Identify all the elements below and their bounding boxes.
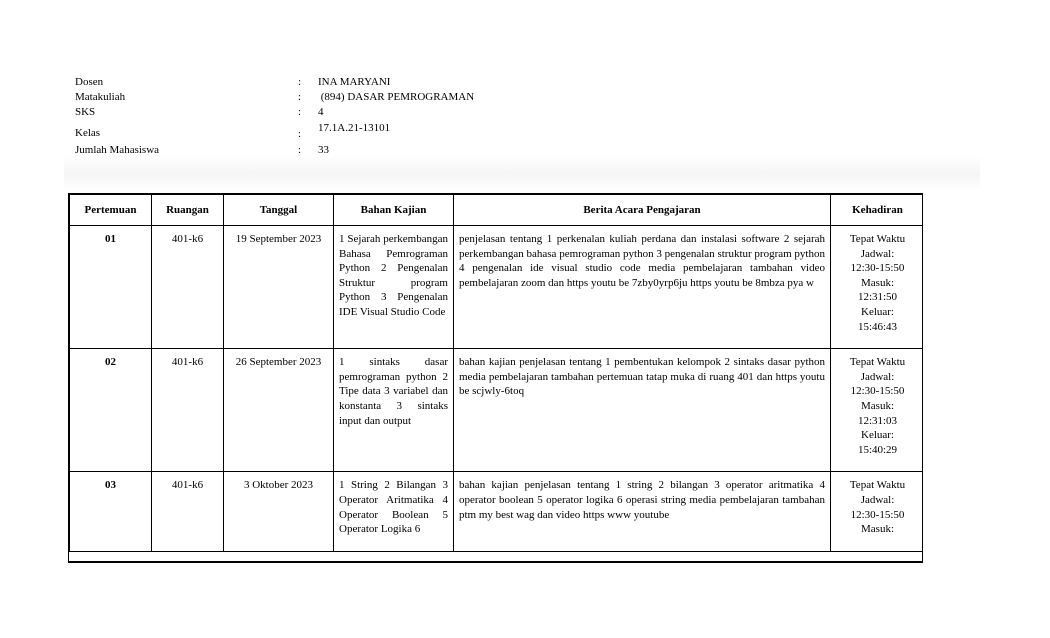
kehadiran-line: Masuk:: [861, 399, 894, 412]
info-label: Matakuliah: [75, 91, 126, 103]
info-separator: :: [298, 128, 302, 140]
kehadiran-line: 12:30-15:50: [850, 385, 905, 398]
kehadiran-line: Tepat Waktu: [849, 479, 906, 492]
info-label: SKS: [75, 106, 96, 118]
col-header-berita-acara: Berita Acara Pengajaran: [454, 195, 831, 226]
info-separator: :: [298, 106, 302, 118]
col-header-tanggal: Tanggal: [224, 195, 334, 226]
col-header-bahan-kajian: Bahan Kajian: [334, 195, 454, 226]
attendance-table-container: [68, 193, 923, 563]
cell-bahan-kajian: 1 String 2 Bilangan 3 Operator Aritmatika 4 Operator Boolean 5 Operator Logika 6: [334, 472, 454, 551]
kehadiran-line: 12:31:50: [857, 291, 898, 304]
cell-tanggal: 19 September 2023: [224, 226, 334, 349]
kehadiran-line: 12:31:03: [857, 414, 898, 427]
table-row: [70, 349, 924, 472]
kehadiran-line: 12:30-15:50: [850, 262, 905, 275]
kehadiran-line: Keluar:: [861, 305, 894, 318]
cell-tanggal: 26 September 2023: [224, 349, 334, 472]
header-shade-band: [64, 156, 980, 192]
info-separator: :: [298, 144, 302, 156]
table-row: [70, 226, 924, 349]
info-label: Dosen: [75, 76, 104, 88]
col-header-pertemuan: Pertemuan: [70, 195, 152, 226]
cell-berita-acara: bahan kajian penjelasan tentang 1 string 2 bilangan 3 operator aritmatika 4 operator boolean 5 operator logika 6 operasi string media pembelajaran tambahan ptm my best wag dan video https www youtube: [454, 472, 831, 551]
info-separator: :: [298, 91, 302, 103]
info-value: 33: [318, 144, 329, 156]
cell-pertemuan: 03: [70, 472, 152, 551]
info-label: Jumlah Mahasiswa: [75, 144, 160, 156]
kehadiran-line: Jadwal:: [860, 370, 895, 383]
cell-bahan-kajian: 1 Sejarah perkembangan Bahasa Pemrograman Python 2 Pengenalan Struktur program Python 3 Pengenalan IDE Visual Studio Code: [334, 226, 454, 349]
col-header-kehadiran: Kehadiran: [831, 195, 924, 226]
cell-ruangan: 401-k6: [152, 472, 224, 551]
kehadiran-line: Jadwal:: [860, 247, 895, 260]
cell-ruangan: 401-k6: [152, 226, 224, 349]
info-separator: :: [298, 76, 302, 88]
cell-pertemuan: 02: [70, 349, 152, 472]
attendance-table: [69, 194, 923, 552]
kehadiran-line: Masuk:: [861, 523, 894, 536]
cell-bahan-kajian: 1 sintaks dasar pemrograman python 2 Tipe data 3 variabel dan konstanta 3 sintaks input dan output: [334, 349, 454, 472]
cell-ruangan: 401-k6: [152, 349, 224, 472]
info-value: 17.1A.21-13101: [318, 122, 391, 134]
kehadiran-line: Keluar:: [861, 429, 894, 442]
info-label: Kelas: [75, 127, 101, 139]
kehadiran-line: Tepat Waktu: [849, 233, 906, 245]
info-value: (894) DASAR PEMROGRAMAN: [318, 91, 475, 103]
kehadiran-line: 15:46:43: [857, 320, 898, 333]
info-value: 4: [318, 106, 324, 118]
cell-kehadiran: [831, 349, 924, 472]
cell-pertemuan: 01: [70, 226, 152, 349]
cell-kehadiran: [831, 226, 924, 349]
info-value: INA MARYANI: [318, 76, 391, 88]
kehadiran-line: Tepat Waktu: [849, 356, 906, 369]
col-header-ruangan: Ruangan: [152, 195, 224, 226]
cell-berita-acara: bahan kajian penjelasan tentang 1 pembentukan kelompok 2 sintaks dasar python media pembelajaran tambahan pertemuan tatap muka di ruang 401 dan https youtu be scjwly-6toq: [454, 349, 831, 472]
kehadiran-line: 15:40:29: [857, 443, 898, 456]
kehadiran-line: Jadwal:: [860, 493, 895, 506]
cell-tanggal: 3 Oktober 2023: [224, 472, 334, 551]
cell-berita-acara: penjelasan tentang 1 perkenalan kuliah perdana dan instalasi software 2 sejarah perkembangan bahasa pemrograman python 3 pengenalan struktur program python 4 pengenalan ide visual studio code media pembelajaran tambahan video pembelajaran zoom dan https youtu be 7zby0yrp6ju https youtu be 8mbza pya w: [454, 226, 831, 349]
kehadiran-line: Masuk:: [861, 276, 894, 289]
table-header-row: [70, 195, 924, 226]
table-row: [70, 472, 924, 551]
kehadiran-line: 12:30-15:50: [850, 508, 905, 521]
cell-kehadiran: [831, 472, 924, 551]
